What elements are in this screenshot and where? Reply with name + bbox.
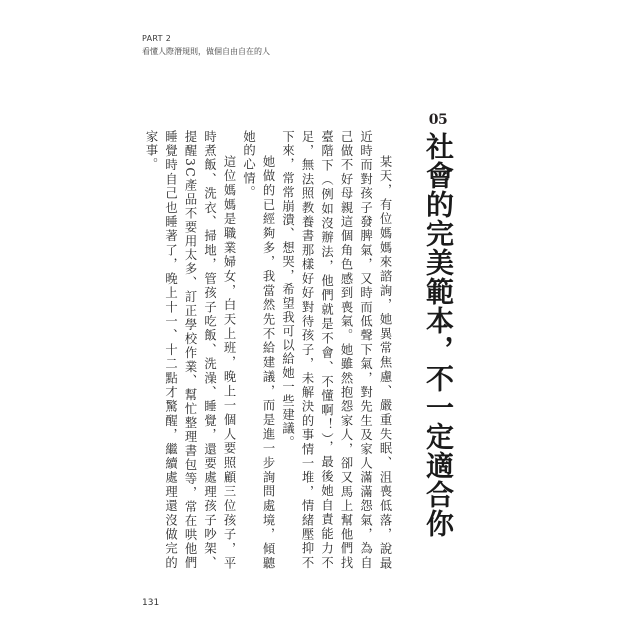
paragraph-1: 某天，有位媽媽來諮詢，她異常焦慮、嚴重失眠、沮喪低落，說最近時而對孩子發脾氣，又時而低聲下氣，對先生及家人滿滿怨氣，為自己做不好母親這個角色感到喪氣。她雖然抱怨家人，卻又馬上幫他們找臺階下（例如沒辦法，他們就是不會、不懂啊！），最後她自責能力不足，無法照教養書那樣好好對待孩子，未解決的事情一堆，情緒壓抑不下來，常常崩潰、想哭，希望我可以給她一些建議。 (280, 130, 392, 570)
body-text (144, 130, 394, 570)
chapter-heading (421, 112, 455, 538)
part-subtitle: 看懂人際潛規則，做個自由自在的人 (142, 47, 270, 56)
chapter-title: 社會的完美範本，不一定適合你 (422, 132, 455, 538)
paragraph-3: 這位媽媽是職業婦女，白天上班，晚上一個人要照顧三位孩子，平時煮飯、洗衣、掃地，管孩子吃飯、洗澡、睡覺，還要處理孩子吵架、提醒3C產品不要用太多、訂正學校作業、幫忙整理書包等，常在哄他們睡覺時自己也睡著了，晚上十一、十二點才驚醒，繼續處理還沒做完的家事。 (144, 130, 236, 570)
running-head (142, 33, 270, 58)
part-label: PART 2 (142, 34, 172, 43)
chapter-number: 05 (428, 112, 448, 128)
page-number: 131 (142, 598, 160, 608)
paragraph-2: 她做的已經夠多，我當然先不給建議，而是進一步詢問處境，傾聽她的心情。 (241, 130, 275, 570)
